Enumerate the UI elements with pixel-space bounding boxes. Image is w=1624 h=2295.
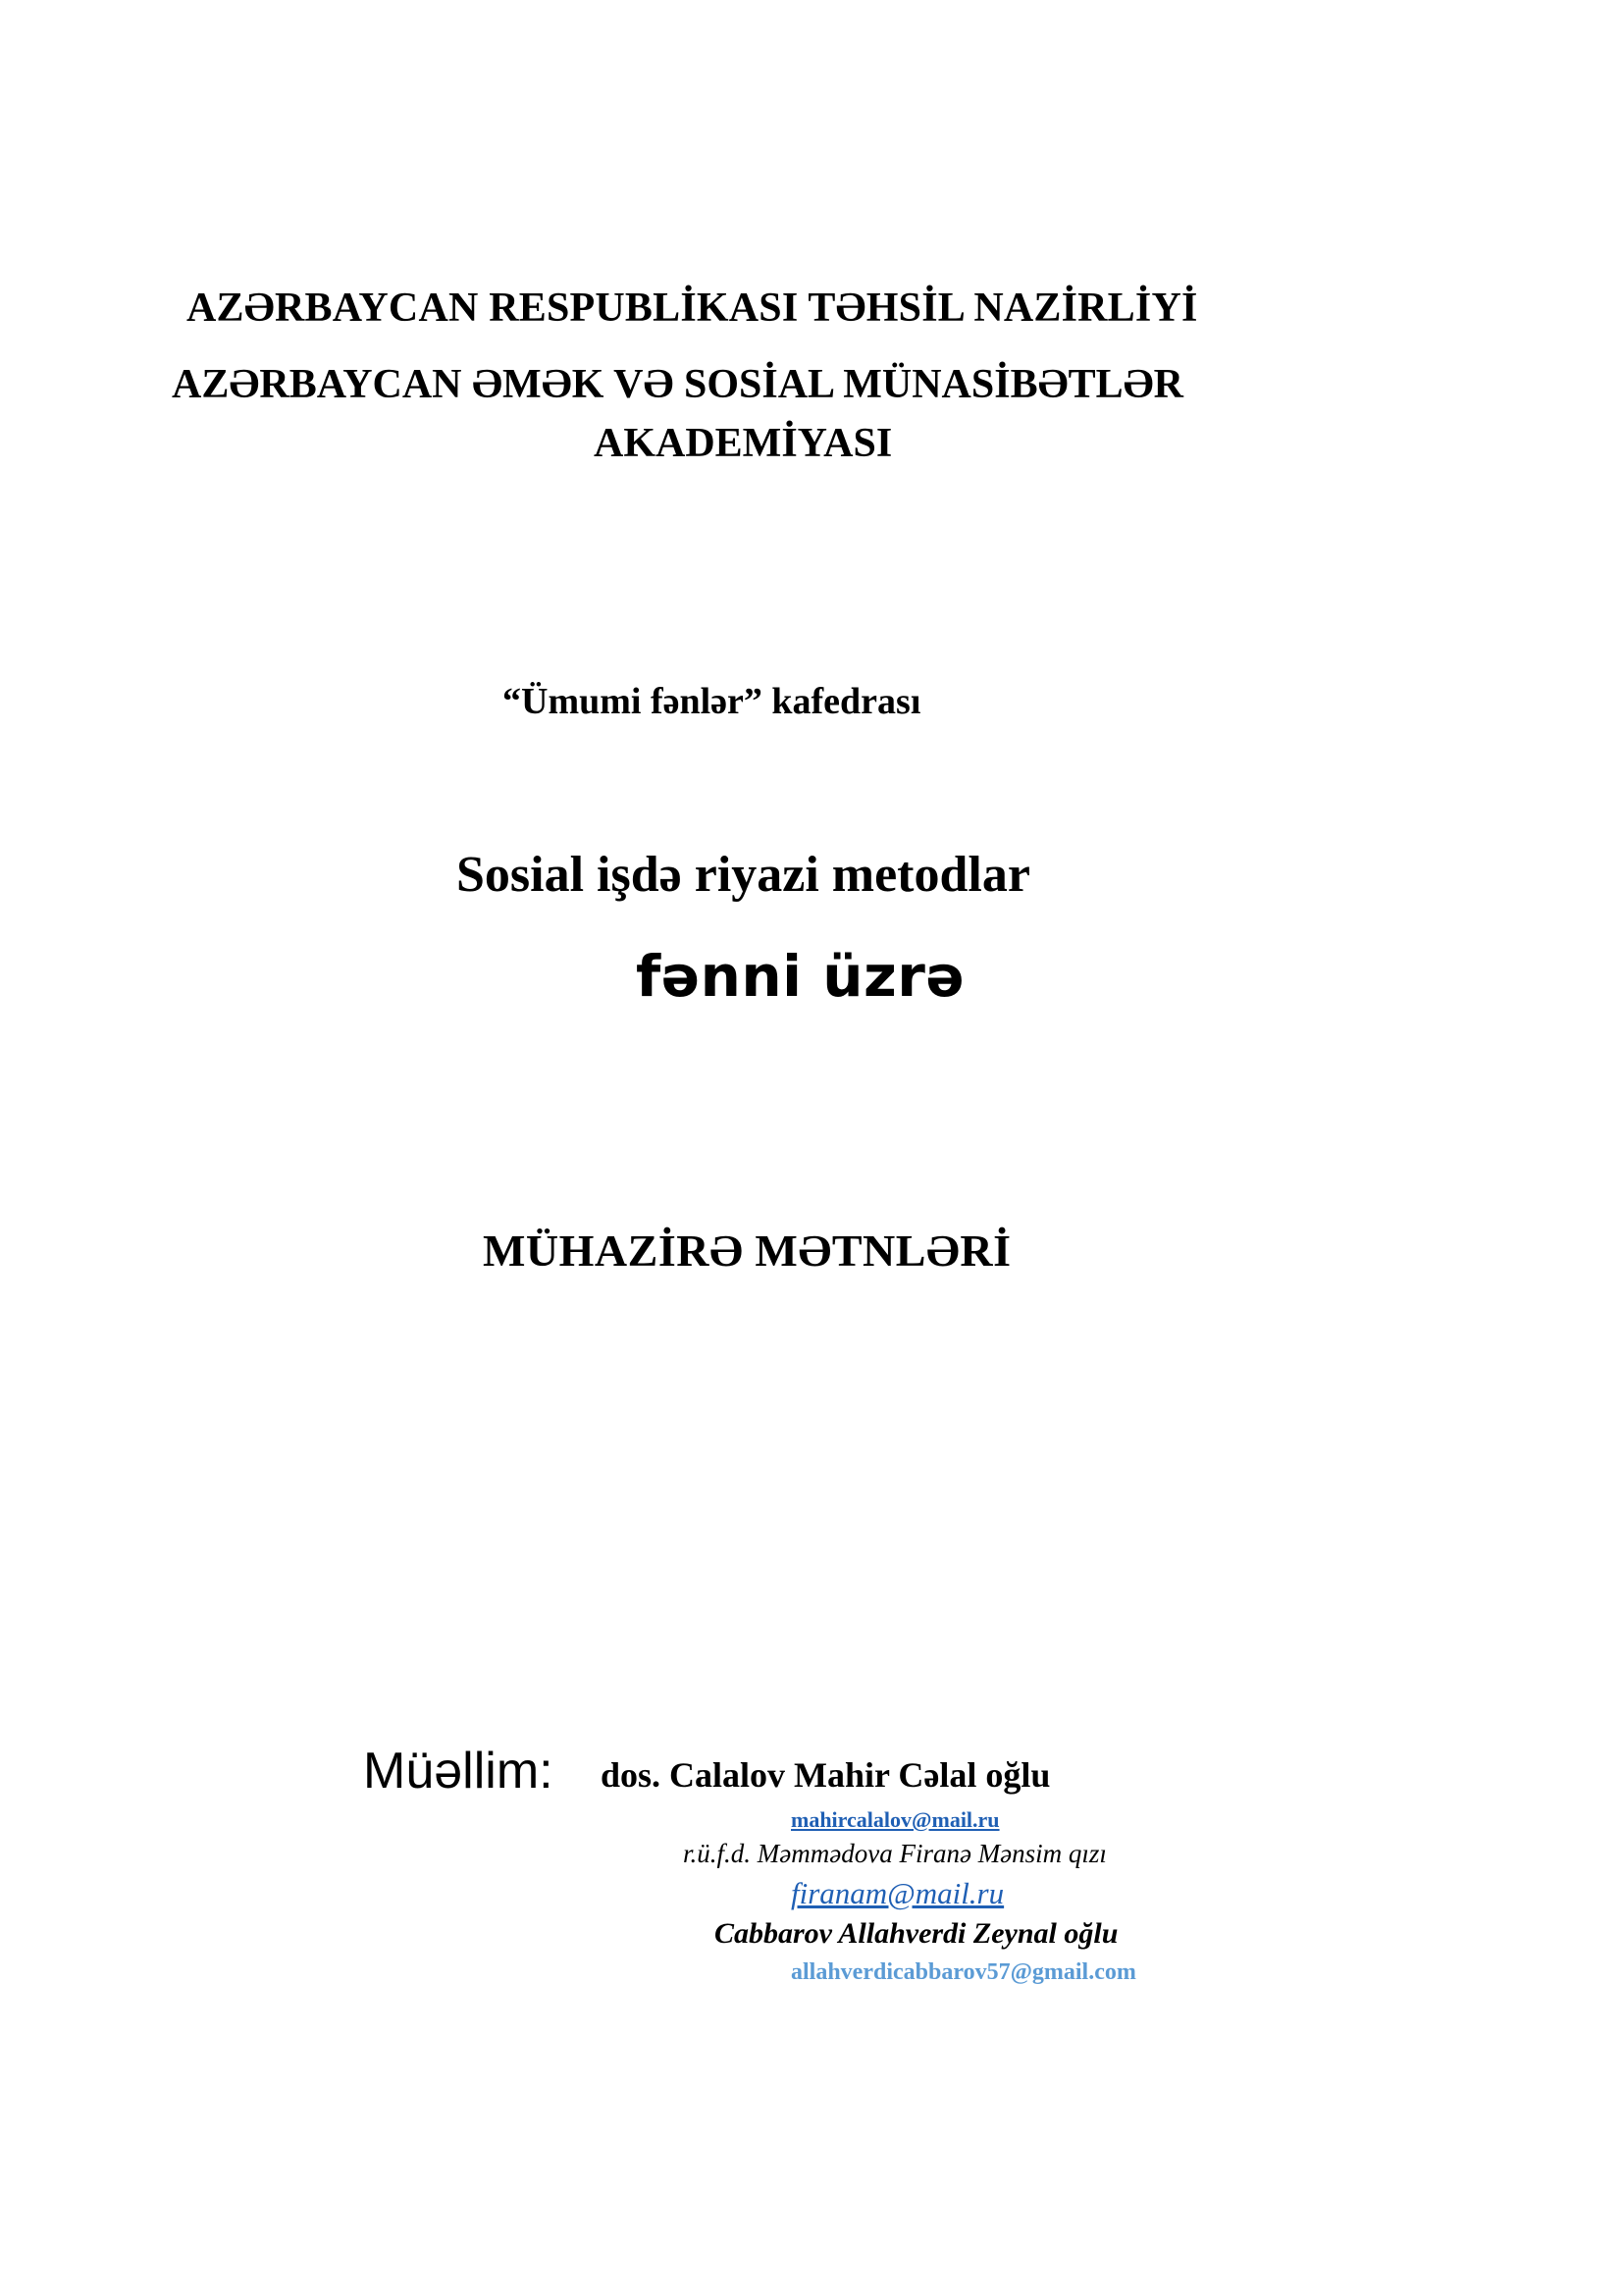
document-type: MÜHAZİRƏ MƏTNLƏRİ xyxy=(483,1226,1012,1276)
course-title: Sosial işdə riyazi metodlar xyxy=(456,847,1030,903)
author-email-1[interactable]: mahircalalov@mail.ru xyxy=(791,1807,1000,1832)
academy-name-line2: AKADEMİYASI xyxy=(594,421,893,466)
author-email-2[interactable]: firanam@mail.ru xyxy=(791,1876,1005,1910)
teacher-label: Müəllim: xyxy=(363,1743,553,1799)
author-email-3: allahverdicabbarov57@gmail.com xyxy=(791,1959,1136,1985)
author-name-3: Cabbarov Allahverdi Zeynal oğlu xyxy=(714,1917,1119,1950)
author-name-1: dos. Calalov Mahir Cəlal oğlu xyxy=(601,1755,1051,1795)
course-subtitle: fənni üzrə xyxy=(636,943,966,1010)
department-name: “Ümumi fənlər” kafedrası xyxy=(502,681,921,722)
academy-name-line1: AZƏRBAYCAN ƏMƏK VƏ SOSİAL MÜNASİBƏTLƏR xyxy=(172,362,1184,407)
ministry-title: AZƏRBAYCAN RESPUBLİKASI TƏHSİL NAZİRLİYİ xyxy=(186,286,1198,331)
author-name-2: r.ü.f.d. Məmmədova Firanə Mənsim qızı xyxy=(683,1839,1107,1868)
